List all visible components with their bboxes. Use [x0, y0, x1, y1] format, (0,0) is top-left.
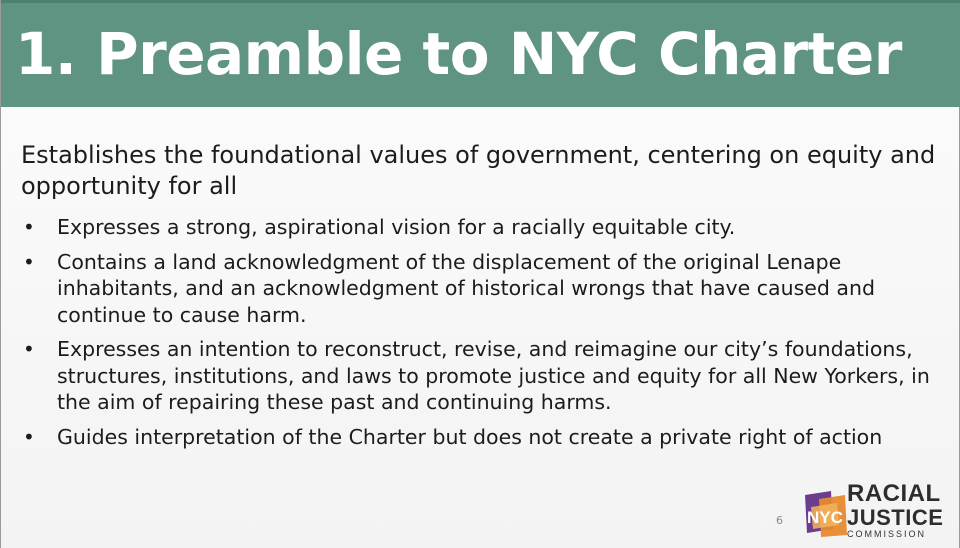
racial-justice-commission-logo [801, 481, 953, 543]
logo-line-justice: JUSTICE [847, 505, 944, 530]
bullet-list [21, 214, 946, 450]
bullet-item [21, 214, 946, 241]
bullet-text: Guides interpretation of the Charter but does not create a private right of action [57, 424, 883, 449]
lead-paragraph: Establishes the foundational values of government, centering on equity and opportunity for all [21, 141, 936, 200]
slide-title: 1. Preamble to NYC Charter [15, 20, 902, 88]
bullet-item [21, 424, 946, 451]
logo-line-racial: RACIAL [847, 480, 941, 507]
logo-wordmark [847, 481, 943, 540]
logo-mark-text: NYC [807, 508, 843, 527]
bullet-icon: • [23, 424, 35, 449]
logo-line-commission: COMMISSION [847, 529, 927, 539]
bullet-icon: • [23, 249, 35, 274]
page-number: 6 [776, 514, 783, 527]
bullet-icon: • [23, 337, 35, 361]
bullet-item [21, 249, 946, 329]
bullet-text: Contains a land acknowledgment of the displacement of the original Lenape inhabitants, and an acknowledgment of historical wrongs that have caused and continue to cause harm. [57, 249, 875, 327]
bullet-text: Expresses an intention to reconstruct, revise, and reimagine our city’s foundations, structures, institutions, and laws to promote justice and equity for all New Yorkers, in the aim of repairing these past and continuing harms. [57, 337, 930, 414]
bullet-icon: • [23, 215, 35, 239]
nyc-logo-icon [801, 489, 853, 537]
bullet-item [21, 336, 946, 416]
title-bar [1, 0, 960, 107]
slide-content [21, 140, 946, 458]
bullet-text: Expresses a strong, aspirational vision for a racially equitable city. [57, 215, 736, 239]
